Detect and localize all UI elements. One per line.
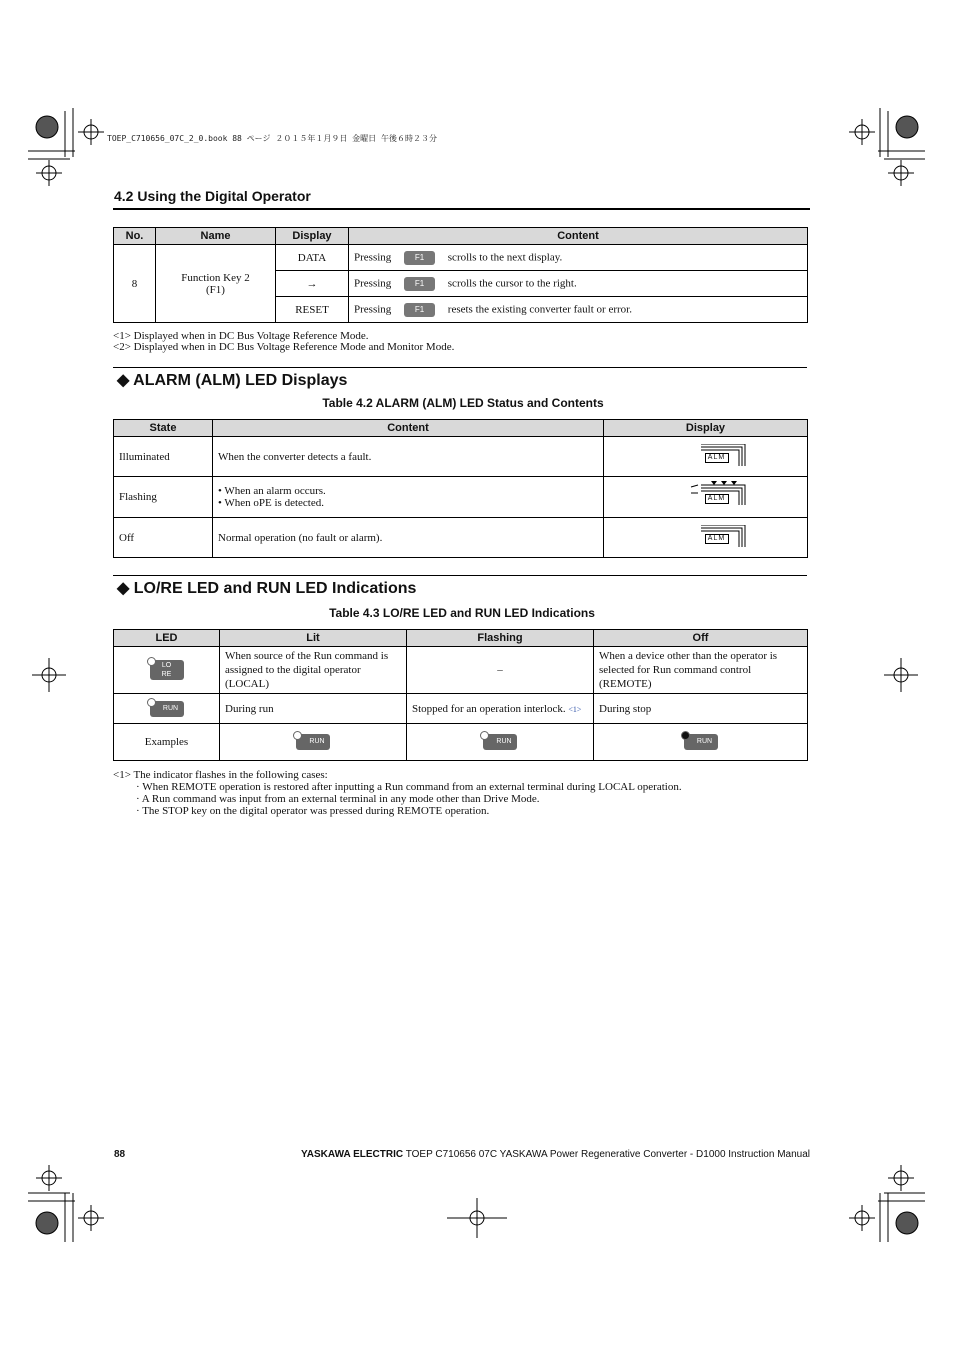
alm-led-off-icon [701,525,747,547]
col-header-state: State [114,420,213,437]
led-dot [480,731,489,740]
cell-content [213,477,604,518]
led-dot [147,657,156,666]
cell-led [114,694,220,724]
lore-rule [113,575,807,576]
cell-display [604,477,808,518]
run-led-lit-icon [296,734,330,750]
run-led-flashing-icon [483,734,517,750]
col-header-no: No. [114,228,156,245]
run-label: RUN [496,738,512,745]
footer-doc-title: TOEP C710656 07C YASKAWA Power Regenerative Converter - D1000 Instruction Manual [405,1149,810,1160]
alarm-heading-text: ALARM (ALM) LED Displays [133,372,348,389]
bullet-item: • When oPE is detected. [218,497,324,509]
alarm-table-caption: Table 4.2 ALARM (ALM) LED Status and Contents [322,396,604,410]
cell-display [604,518,808,558]
cell-display [604,437,808,477]
col-header-display: Display [604,420,808,437]
diamond-icon: ◆ [117,580,130,597]
col-header-flashing: Flashing [407,630,594,647]
table1-note-2: <2> Displayed when in DC Bus Voltage Reference Mode and Monitor Mode. [113,341,455,353]
led-dot [293,731,302,740]
cell-state: Flashing [114,477,213,518]
cell-content [349,271,808,297]
lore-label-top: LO [161,662,172,669]
name-line2: (F1) [206,283,225,296]
cell-display: RESET [276,297,349,323]
f1-key-icon: F1 [404,303,435,317]
col-header-led: LED [114,630,220,647]
cell-example-off [594,724,808,761]
lore-heading-text: LO/RE LED and RUN LED Indications [133,580,417,597]
content-suffix: scrolls the cursor to the right. [447,277,577,290]
run-label: RUN [309,738,325,745]
col-header-name: Name [156,228,276,245]
cell-flashing [407,694,594,724]
cell-content [349,245,808,271]
section-rule [113,208,810,210]
col-header-content: Content [349,228,808,245]
cell-content [349,297,808,323]
content-prefix: Pressing [354,303,392,316]
lore-table-caption: Table 4.3 LO/RE LED and RUN LED Indications [329,606,595,620]
section-title: 4.2 Using the Digital Operator [114,188,311,204]
cell-led [114,647,220,694]
run-led-off-icon [684,734,718,750]
col-header-lit: Lit [220,630,407,647]
f1-key-icon: F1 [404,251,435,265]
led-dot [681,731,690,740]
cell-state: Off [114,518,213,558]
alarm-table [113,419,808,558]
cell-lit: During run [220,694,407,724]
table3-note-item: · The STOP key on the digital operator was pressed during REMOTE operation. [136,805,490,817]
flashing-text: Stopped for an operation interlock. [412,702,566,715]
diamond-icon: ◆ [117,372,130,389]
name-line1: Function Key 2 [181,271,250,284]
lore-table [113,629,808,761]
cell-off: During stop [594,694,808,724]
function-key-table [113,227,808,323]
cell-no: 8 [114,245,156,323]
cell-content: Normal operation (no fault or alarm). [213,518,604,558]
f1-key-icon: F1 [404,277,435,291]
bullet-item: • When an alarm occurs. [218,485,326,497]
col-header-display: Display [276,228,349,245]
run-label: RUN [162,704,179,712]
cell-flashing: – [407,647,594,694]
alm-label: ALM [705,534,729,544]
alm-label: ALM [705,494,729,504]
content-prefix: Pressing [354,277,392,290]
led-dot [147,698,156,707]
cell-display: DATA [276,245,349,271]
col-header-off: Off [594,630,808,647]
footer-brand: YASKAWA ELECTRIC [301,1149,404,1160]
lore-heading [117,578,416,598]
cell-example-lit [220,724,407,761]
alarm-rule [113,367,807,368]
content-suffix: resets the existing converter fault or error. [447,303,632,316]
alarm-heading [117,370,347,390]
cell-display: → [276,271,349,297]
lore-led-icon [150,660,184,680]
file-info: TOEP_C710656_07C_2_0.book 88 ページ ２０１５年１月９日 金曜日 午後６時２３分 [107,134,437,143]
run-label: RUN [696,738,713,745]
cell-off: When a device other than the operator is selected for Run command control (REMOTE) [594,647,808,694]
table3-note-item: · When REMOTE operation is restored after inputting a Run command from an external terminal during LOCAL operation. [136,781,682,793]
lore-label-bottom: RE [161,671,172,678]
alm-label: ALM [705,453,729,463]
cell-state: Illuminated [114,437,213,477]
content-suffix: scrolls to the next display. [447,251,563,264]
alm-led-illuminated-icon [701,444,747,466]
cell-example-flashing [407,724,594,761]
cell-examples-label: Examples [114,724,220,761]
run-led-icon [150,701,184,717]
footnote-ref-link[interactable]: <1> [568,704,582,714]
cell-name [156,245,276,323]
table3-note-title: <1> The indicator flashes in the following cases: [113,769,328,781]
content-prefix: Pressing [354,251,392,264]
page-number: 88 [114,1149,126,1160]
col-header-content: Content [213,420,604,437]
cell-content: When the converter detects a fault. [213,437,604,477]
table3-note-item: · A Run command was input from an external terminal in any mode other than Drive Mode. [136,793,540,805]
footer-doc [301,1149,810,1160]
alm-led-flashing-icon [701,485,747,507]
table1-note-1: <1> Displayed when in DC Bus Voltage Reference Mode. [113,330,369,342]
cell-lit: When source of the Run command is assigned to the digital operator (LOCAL) [220,647,407,694]
